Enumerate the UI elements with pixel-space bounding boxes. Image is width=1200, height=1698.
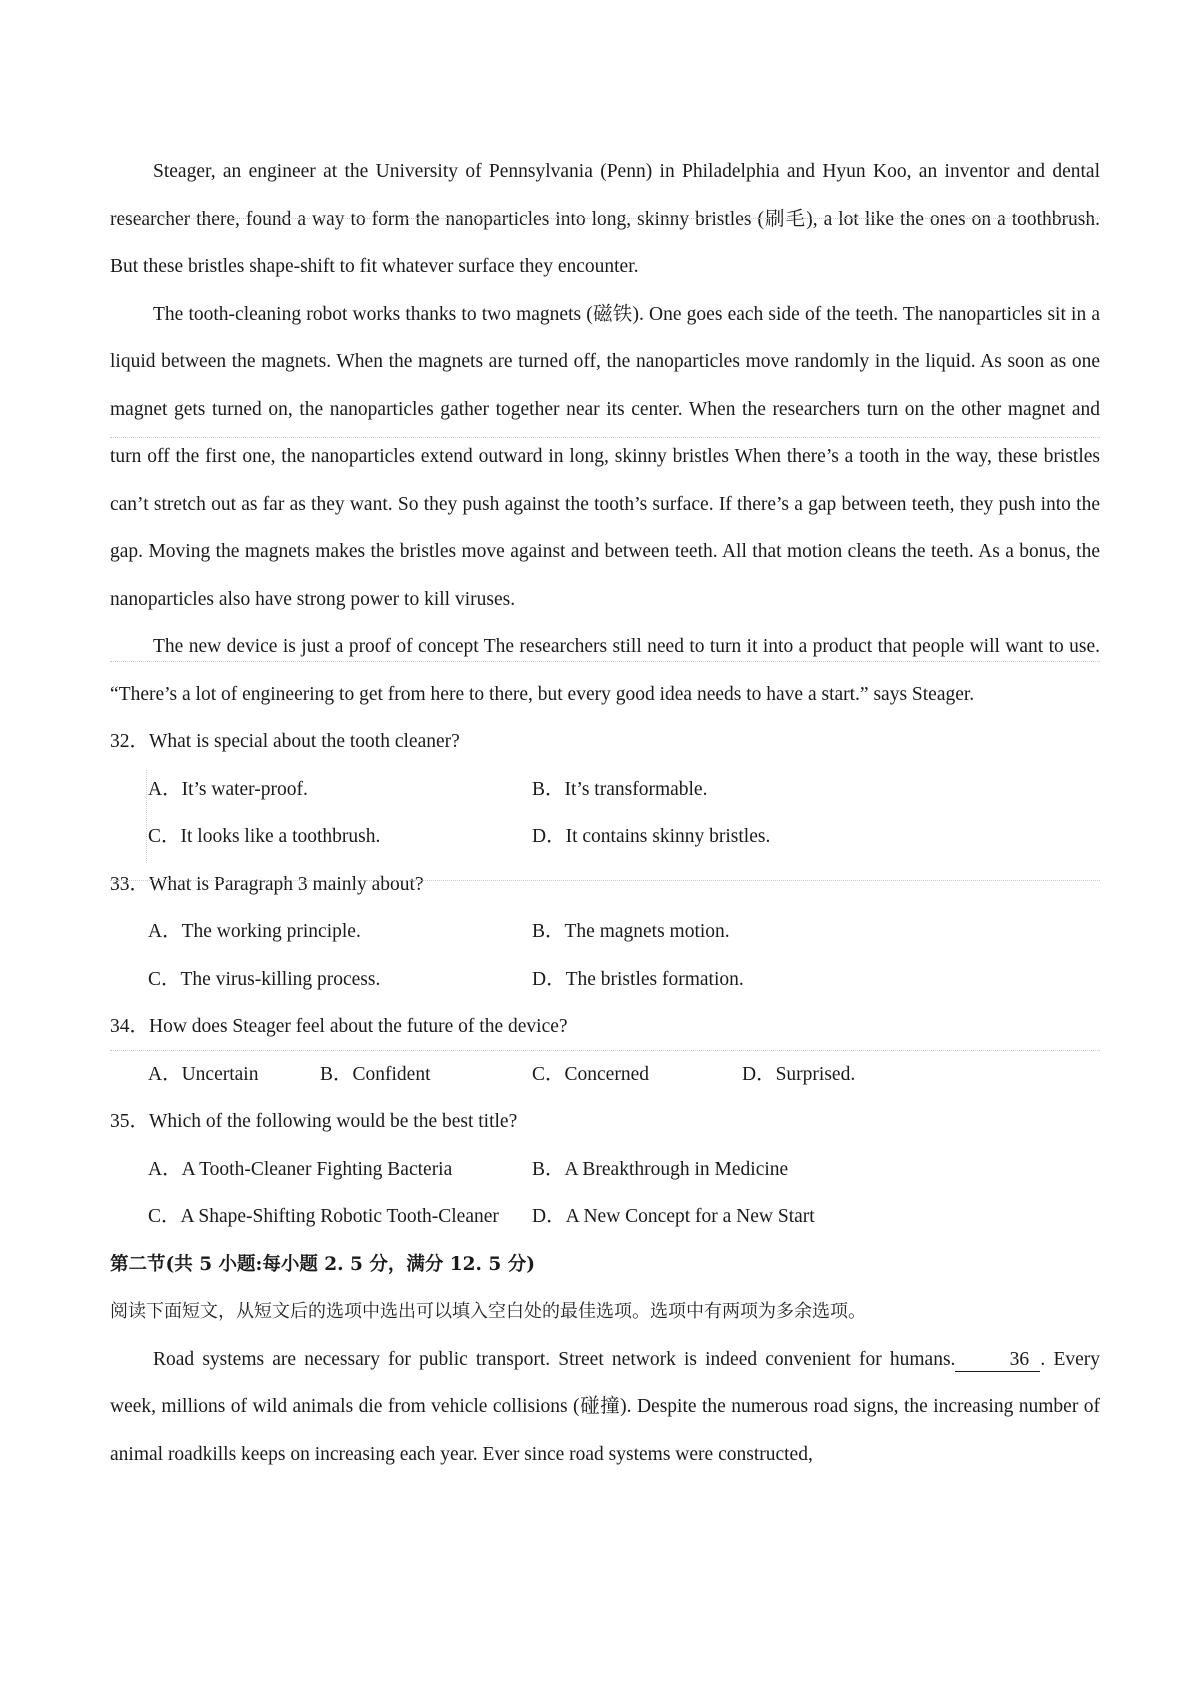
- option-d[interactable]: D．It contains skinny bristles.: [532, 826, 771, 847]
- dotted-rule: [110, 437, 1100, 438]
- option-a[interactable]: A．It’s water-proof.: [148, 778, 308, 800]
- cloze-blank-36[interactable]: 36: [955, 1349, 1040, 1372]
- question-33: [110, 861, 1100, 1004]
- section-instruction: 阅读下面短文，从短文后的选项中选出可以填入空白处的最佳选项。选项中有两项为多余选项。: [110, 1301, 866, 1322]
- question-35: [110, 1098, 1100, 1241]
- worksheet-page: [110, 148, 1100, 1478]
- dotted-rule: [110, 218, 1100, 219]
- question-32: [110, 718, 1100, 861]
- cloze-paragraph: [110, 1336, 1100, 1479]
- option-a[interactable]: A．Uncertain: [148, 1063, 259, 1085]
- option-b[interactable]: B．It’s transformable.: [532, 778, 708, 800]
- cloze-text-after: . Every week, millions of wild animals die from vehicle collisions (碰撞). Despite the numerous road signs, the increasing number of animal roadkills keeps on increasing each year. Ever since road systems were constructed,: [110, 1348, 1100, 1465]
- passage-paragraph-3: The new device is just a proof of concept The researchers still need to turn it into a product that people will want to use. “There’s a lot of engineering to get from here to there, but every good idea needs to have a start.” says Steager.: [110, 636, 1100, 705]
- option-a[interactable]: A．The working principle.: [148, 921, 361, 942]
- option-b[interactable]: B．A Breakthrough in Medicine: [532, 1158, 789, 1180]
- option-c[interactable]: C．A Shape-Shifting Robotic Tooth-Cleaner: [148, 1206, 499, 1227]
- section-heading: 第二节(共 5 小题:每小题 2. 5 分，满分 12. 5 分): [110, 1253, 535, 1275]
- question-stem: 32．What is special about the tooth cleaner?: [110, 731, 460, 752]
- options-row: [110, 813, 1100, 861]
- passage-paragraph-1: Steager, an engineer at the University of Pennsylvania (Penn) in Philadelphia and Hyun Koo, an inventor and dental researcher there, found a way to form the nanoparticles into long, skinny bristles (刷毛), a lot like the ones on a toothbrush. But these bristles shape-shift to fit whatever surface they encounter.: [110, 161, 1100, 277]
- options-row: [110, 1146, 1100, 1194]
- option-c[interactable]: C．Concerned: [532, 1063, 649, 1085]
- dotted-rule: [110, 661, 1100, 662]
- options-row: [110, 908, 1100, 956]
- question-stem: 33．What is Paragraph 3 mainly about?: [110, 873, 424, 895]
- question-stem: 35．Which of the following would be the best title?: [110, 1111, 518, 1132]
- dotted-guide: [146, 770, 147, 863]
- passage-paragraph-2: The tooth-cleaning robot works thanks to two magnets (磁铁). One goes each side of the teeth. The nanoparticles sit in a liquid between the magnets. When the magnets are turned off, the nanoparticles move randomly in the liquid. As soon as one magnet gets turned on, the nanoparticles gather together near its center. When the researchers turn on the other magnet and turn off the first one, the nanoparticles extend outward in long, skinny bristles When there’s a tooth in the way, these bristles can’t stretch out as far as they want. So they push against the tooth’s surface. If there’s a gap between teeth, they push into the gap. Moving the magnets makes the bristles move against and between teeth. All that motion cleans the teeth. As a bonus, the nanoparticles also have strong power to kill viruses.: [110, 303, 1100, 610]
- question-stem: 34．How does Steager feel about the future of the device?: [110, 1016, 568, 1037]
- option-a[interactable]: A．A Tooth-Cleaner Fighting Bacteria: [148, 1158, 453, 1180]
- options-row: [110, 956, 1100, 1004]
- option-b[interactable]: B．Confident: [320, 1063, 431, 1085]
- dotted-rule: [110, 880, 1100, 881]
- option-c[interactable]: C．It looks like a toothbrush.: [148, 826, 381, 847]
- options-row: [110, 766, 1100, 814]
- options-row: [110, 1051, 1100, 1099]
- cloze-text-before: Road systems are necessary for public transport. Street network is indeed convenient for humans.: [153, 1348, 956, 1370]
- option-c[interactable]: C．The virus-killing process.: [148, 968, 381, 990]
- option-d[interactable]: D．The bristles formation.: [532, 968, 744, 990]
- options-row: [110, 1193, 1100, 1241]
- option-d[interactable]: D．Surprised.: [742, 1063, 856, 1085]
- dotted-rule: [110, 1050, 1100, 1051]
- option-d[interactable]: D．A New Concept for a New Start: [532, 1206, 815, 1227]
- option-b[interactable]: B．The magnets motion.: [532, 921, 730, 942]
